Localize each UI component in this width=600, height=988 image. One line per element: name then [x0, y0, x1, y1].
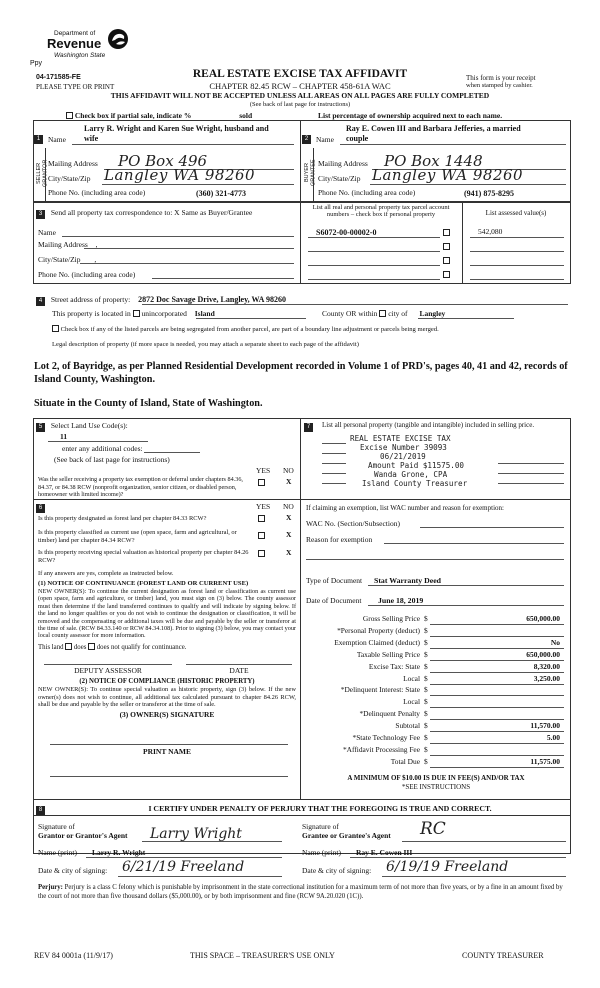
certify-text: I CERTIFY UNDER PENALTY OF PERJURY THAT THE FOREGOING IS TRUE AND CORRECT. — [148, 804, 492, 813]
parcel-2-personal-checkbox[interactable] — [443, 243, 450, 250]
calc-row-value[interactable]: 5.00 — [546, 733, 560, 742]
city-of-label: city of — [388, 309, 408, 318]
corr-phone-label: Phone No. (including area code) — [38, 270, 136, 279]
location-value[interactable]: Island — [194, 309, 215, 318]
section-4-number: 4 — [36, 297, 45, 306]
seller-phone-label: Phone No. (including area code) — [48, 188, 146, 197]
ownership-pct-note: List percentage of ownership acquired next to each name. — [318, 111, 503, 120]
buyer-city-label: City/State/Zip — [318, 174, 361, 183]
stamp-line-6: Island County Treasurer — [362, 479, 468, 488]
buyer-name-line2: couple — [346, 134, 369, 143]
segregated-label: Check box if any of the listed parcels are being segregated from another parcel, are part of a boundary line adjustment or parcels being merged. — [60, 326, 439, 333]
doc-date-label: Date of Document — [306, 596, 362, 605]
certify-row — [36, 805, 45, 815]
section-3-same-as[interactable]: X Same as Buyer/Grantee — [174, 208, 253, 217]
grantor-signature[interactable]: Larry Wright — [150, 826, 242, 842]
s6-no-header: NO — [283, 502, 294, 511]
treasurer-stamp — [350, 434, 500, 488]
perjury-statement — [38, 884, 568, 902]
seller-side-label: SELLER GRANTOR — [36, 159, 49, 187]
perjury-label: Perjury: — [38, 884, 63, 891]
calc-row-value[interactable]: 11,570.00 — [530, 721, 560, 730]
calc-row-label: Local — [403, 697, 420, 706]
partial-sale-label: Check box if partial sale, indicate % — [74, 111, 192, 120]
personal-property-label: List all personal property (tangible and intangible) included in selling price. — [322, 421, 535, 429]
minimum-fee-note: A MINIMUM OF $10.00 IS DUE IN FEE(S) AND/OR TAX — [347, 774, 525, 782]
grantor-sig-label-2: Grantor or Grantor's Agent — [38, 831, 128, 840]
doc-type-label: Type of Document — [306, 576, 363, 585]
seller-city-label: City/State/Zip — [48, 174, 91, 183]
treasurer-space-label: THIS SPACE – TREASURER'S USE ONLY — [190, 951, 335, 960]
within-city-checkbox[interactable] — [379, 310, 386, 317]
buyer-city-value[interactable]: Langley WA 98260 — [372, 166, 524, 184]
ppy-mark: Ppy — [30, 60, 43, 67]
land-use-value[interactable]: 11 — [60, 432, 68, 441]
grantee-sig-label-1: Signature of — [302, 822, 339, 831]
legal-label: Legal description of property (if more space is needed, you may attach a separate sheet to each page of the affidavit) — [52, 341, 359, 348]
dept-line3: Washington State — [54, 52, 106, 59]
calc-row-currency: $ — [424, 626, 428, 635]
seller-name-line2: wife — [84, 134, 99, 143]
legal-description: Lot 2, of Bayridge, as per Planned Residential Development recorded in Volume 1 of PRD's, pages 40, 41 and 42, records of Island County, Washington. — [34, 361, 568, 385]
buyer-name-line1: Ray E. Cowen III and Barbara Jefferies, a married — [346, 124, 521, 133]
doc-type-value[interactable]: Stat Warranty Deed — [374, 576, 441, 585]
corr-mailing-value[interactable]: , — [95, 240, 98, 249]
form-revision: REV 84 0001a (11/9/17) — [34, 951, 113, 960]
grantee-signature[interactable]: RC — [420, 819, 446, 839]
county-or-label: County OR within — [322, 309, 378, 318]
exemption-yes-checkbox[interactable] — [258, 479, 265, 486]
seller-mailing-label: Mailing Address — [48, 159, 98, 168]
unincorporated-label: unincorporated — [141, 309, 187, 318]
stamp-line-4: Amount Paid $11575.00 — [368, 461, 465, 470]
calc-row-label: Excise Tax: State — [368, 662, 420, 671]
calc-row-label: *Delinquent Penalty — [359, 709, 420, 718]
street-value[interactable]: 2872 Doc Savage Drive, Langley, WA 98260 — [138, 295, 286, 304]
calc-row-value[interactable]: 8,320.00 — [533, 662, 560, 671]
see-back-note: (See back of last page for instructions) — [249, 101, 351, 108]
calc-row-value[interactable]: 650,000.00 — [526, 614, 560, 623]
historic-question: Is this property receiving special valuation as historical property per chapter 84.26 RCW? — [38, 549, 249, 564]
calc-row-currency: $ — [424, 650, 428, 659]
dept-line2: Revenue — [47, 36, 102, 51]
section-3-label-row — [36, 209, 252, 219]
parcel-3-personal-checkbox[interactable] — [443, 257, 450, 264]
does-not-qualify-checkbox[interactable] — [88, 643, 95, 650]
dor-swirl-icon — [106, 28, 130, 50]
stamp-line-3: 06/21/2019 — [380, 452, 426, 461]
segregated-row — [52, 325, 439, 334]
stamp-line-5: Wanda Grone, CPA — [374, 470, 448, 479]
buyer-mailing-label: Mailing Address — [318, 159, 368, 168]
notice-1-title: (1) NOTICE OF CONTINUANCE (FOREST LAND OR CURRENT USE) — [38, 580, 249, 587]
historic-yes-checkbox[interactable] — [258, 550, 265, 557]
land-does-label: This land — [38, 644, 64, 651]
form-warning: THIS AFFIDAVIT WILL NOT BE ACCEPTED UNLESS ALL AREAS ON ALL PAGES ARE FULLY COMPLETED — [110, 91, 490, 100]
corr-city-value[interactable]: , — [94, 255, 97, 264]
deputy-assessor-label: DEPUTY ASSESSOR — [74, 666, 142, 675]
unincorporated-checkbox[interactable] — [133, 310, 140, 317]
type-or-print: PLEASE TYPE OR PRINT — [36, 83, 115, 91]
parcel-number[interactable]: S6072-00-00002-0 — [316, 228, 377, 237]
grantor-date-city[interactable]: 6/21/19 Freeland — [122, 859, 245, 875]
notice-1-text: NEW OWNER(S): To continue the current designation as forest land or classification as current use (open space, farm and agriculture, or timber) land, you must sign on (3) below. The county assessor must then determine if the land transferred continues to qualify and will indicate by signing below. If the land no longer qualifies or you do not wish to continue the designation or classification, it will be removed and the compensating or additional taxes will be due and payable by the seller or transferor at the time of sale. (RCW 84.33.140 or RCW 84.34.108). Prior to signing (3) below, you may contact your local county assessor for more information. — [38, 588, 296, 640]
form-id: 04-171585-FE — [36, 74, 81, 81]
section-3-label: Send all property tax correspondence to: — [50, 208, 173, 217]
parcel-4-personal-checkbox[interactable] — [443, 271, 450, 278]
wac-no-label: WAC No. (Section/Subsection) — [306, 519, 400, 528]
calc-row-currency: $ — [424, 733, 428, 742]
doc-date-value[interactable]: June 18, 2019 — [378, 596, 424, 605]
any-yes-note: If any answers are yes, complete as instructed below. — [38, 570, 174, 577]
located-row — [52, 310, 215, 319]
assessed-value[interactable]: 542,080 — [478, 227, 503, 236]
does-qualify-checkbox[interactable] — [65, 643, 72, 650]
calc-row-label: Total Due — [390, 757, 420, 766]
receipt-note-2: when stamped by cashier. — [466, 82, 533, 89]
calc-row-label: Gross Selling Price — [362, 614, 420, 623]
city-of-value[interactable]: Langley — [419, 309, 446, 318]
form-title: REAL ESTATE EXCISE TAX AFFIDAVIT — [192, 68, 408, 80]
seller-phone-value[interactable]: (360) 321-4773 — [196, 189, 246, 198]
calc-row-currency: $ — [424, 709, 428, 718]
s6-yes-header: YES — [256, 502, 271, 511]
print-name-label: PRINT NAME — [143, 747, 191, 756]
grantee-print-name[interactable]: Ray E. Cowen III — [356, 848, 413, 857]
grantor-name-label: Name (print) — [38, 848, 77, 857]
forest-question: Is this property designated as forest land per chapter 84.33 RCW? — [38, 515, 207, 522]
land-use-row — [36, 422, 128, 432]
current-use-no-mark[interactable]: X — [286, 530, 292, 539]
calc-row-label: *Delinquent Interest: State — [340, 685, 420, 694]
parcel-1-personal-checkbox[interactable] — [443, 229, 450, 236]
street-label: Street address of property: — [50, 295, 131, 304]
grantor-sig-label-1: Signature of — [38, 822, 75, 831]
section-8-number: 8 — [36, 806, 45, 815]
seller-mailing-value[interactable]: PO Box 496 — [118, 152, 208, 170]
calc-row-value[interactable]: 650,000.00 — [526, 650, 560, 659]
grantee-sig-label-2: Grantee or Grantee's Agent — [302, 831, 391, 840]
forest-yes-checkbox[interactable] — [258, 515, 265, 522]
exemption-no-mark[interactable]: X — [286, 477, 292, 486]
partial-sold-label: sold — [239, 111, 253, 120]
situate-text: Situate in the County of Island, State of Washington. — [34, 398, 263, 409]
current-use-yes-checkbox[interactable] — [258, 532, 265, 539]
dept-line1: Department of — [54, 30, 96, 37]
land-use-label: Select Land Use Code(s): — [50, 421, 128, 430]
buyer-name-label: Name — [316, 135, 334, 144]
seller-city-value[interactable]: Langley WA 98260 — [104, 166, 256, 184]
section-5-number: 5 — [36, 423, 45, 432]
calc-row-value[interactable]: No — [550, 638, 560, 647]
additional-codes-label: enter any additional codes: — [62, 444, 143, 453]
buyer-side-label: BUYER GRANTEE — [304, 159, 317, 187]
assessor-date-label: DATE — [229, 666, 249, 675]
receipt-note-1: This form is your receipt — [466, 74, 536, 82]
assessed-header: List assessed value(s) — [485, 209, 547, 217]
calc-row-label: Subtotal — [395, 721, 420, 730]
calc-row-currency: $ — [424, 721, 428, 730]
see-instructions-note: *SEE INSTRUCTIONS — [401, 783, 471, 791]
historic-no-mark[interactable]: X — [286, 548, 292, 557]
grantee-date-city-label: Date & city of signing: — [302, 866, 372, 875]
section-1-number: 1 — [34, 135, 43, 144]
calc-row-currency: $ — [424, 614, 428, 623]
calc-row-label: Exemption Claimed (deduct) — [334, 638, 420, 647]
section-7-number: 7 — [304, 423, 313, 432]
calc-row-currency: $ — [424, 745, 428, 754]
calc-row-currency: $ — [424, 697, 428, 706]
owner-signature-label: (3) OWNER(S) SIGNATURE — [119, 710, 215, 719]
form-chapters: CHAPTER 82.45 RCW – CHAPTER 458-61A WAC — [209, 81, 391, 91]
forest-no-mark[interactable]: X — [286, 513, 292, 522]
corr-city-label: City/State/Zip — [38, 255, 81, 264]
segregated-checkbox[interactable] — [52, 325, 59, 332]
notice-2-text: NEW OWNER(S): To continue special valuation as historic property, sign (3) below. If the new owner(s) does not wish to continue, all additional tax calculated pursuant to chapter 84.26 RCW, shall be due and payable by the seller or transferor at the time of sale. — [38, 686, 296, 709]
calc-row-label: Local — [403, 674, 420, 683]
calc-row-currency: $ — [424, 685, 428, 694]
calc-row-value[interactable]: 3,250.00 — [533, 674, 560, 683]
corr-name-label: Name — [38, 228, 56, 237]
section-2-number: 2 — [302, 135, 311, 144]
grantee-date-city[interactable]: 6/19/19 Freeland — [386, 859, 509, 875]
calc-row-value[interactable]: 11,575.00 — [530, 757, 560, 766]
parcel-header: List all real and personal property tax parcel account numbers – check box if personal property — [312, 204, 450, 219]
calc-row-currency: $ — [424, 662, 428, 671]
buyer-phone-value[interactable]: (941) 875-8295 — [464, 189, 514, 198]
exemption-question: Was the seller receiving a property tax exemption or deferral under chapters 84.36, 84.37, or 84.38 RCW (nonprofit organization, senior citizen, or disabled person, homeowner with limited income)? — [38, 476, 243, 499]
seller-name-label: Name — [48, 135, 66, 144]
does-not-label: does not qualify for continuance. — [96, 644, 187, 651]
calc-row-currency: $ — [424, 638, 428, 647]
calc-row-label: Taxable Selling Price — [356, 650, 420, 659]
personal-property-row — [304, 422, 313, 432]
does-label: does — [73, 644, 87, 651]
buyer-mailing-value[interactable]: PO Box 1448 — [384, 152, 483, 170]
stamp-line-2: Excise Number 39093 — [360, 443, 447, 452]
reason-label: Reason for exemption — [306, 535, 373, 544]
grantee-name-label: Name (print) — [302, 848, 341, 857]
calc-row-label: *Personal Property (deduct) — [337, 626, 420, 635]
s5-yes-header: YES — [256, 466, 271, 475]
calc-row-currency: $ — [424, 674, 428, 683]
stamp-line-1: REAL ESTATE EXCISE TAX — [350, 434, 451, 443]
qualify-row — [38, 643, 186, 652]
dor-logo — [40, 28, 135, 68]
located-label: This property is located in — [52, 309, 131, 318]
perjury-text: Perjury is a class C felony which is punishable by imprisonment in the state correctional institution for a maximum term of not more than five years, or by a fine in an amount fixed by the court of not more than five thousand dollars ($5,000.00), or by both imprisonment and fine (RCW 9A.20.020 (1C)). — [38, 884, 563, 900]
notice-2-title: (2) NOTICE OF COMPLIANCE (HISTORIC PROPERTY) — [79, 678, 255, 685]
current-use-question: Is this property classified as current use (open space, farm and agricultural, or timber) land per chapter 84.34 RCW? — [38, 529, 237, 544]
partial-sale-checkbox[interactable] — [66, 112, 73, 119]
land-use-see-back: (See back of last page for instructions) — [54, 455, 170, 464]
calc-row-label: *Affidavit Processing Fee — [342, 745, 420, 754]
section-6-number: 6 — [36, 504, 45, 513]
calc-row-currency: $ — [424, 757, 428, 766]
buyer-phone-label: Phone No. (including area code) — [318, 188, 416, 197]
county-treasurer-label: COUNTY TREASURER — [462, 951, 544, 960]
s5-no-header: NO — [283, 466, 294, 475]
corr-mailing-label: Mailing Address — [38, 240, 88, 249]
grantor-date-city-label: Date & city of signing: — [38, 866, 108, 875]
section-3-number: 3 — [36, 210, 45, 219]
wac-claim-label: If claiming an exemption, list WAC number and reason for exemption: — [306, 504, 504, 512]
calc-row-label: *State Technology Fee — [352, 733, 420, 742]
grantor-print-name[interactable]: Larry R. Wright — [92, 848, 146, 857]
seller-name-line1: Larry R. Wright and Karen Sue Wright, husband and — [84, 124, 269, 133]
